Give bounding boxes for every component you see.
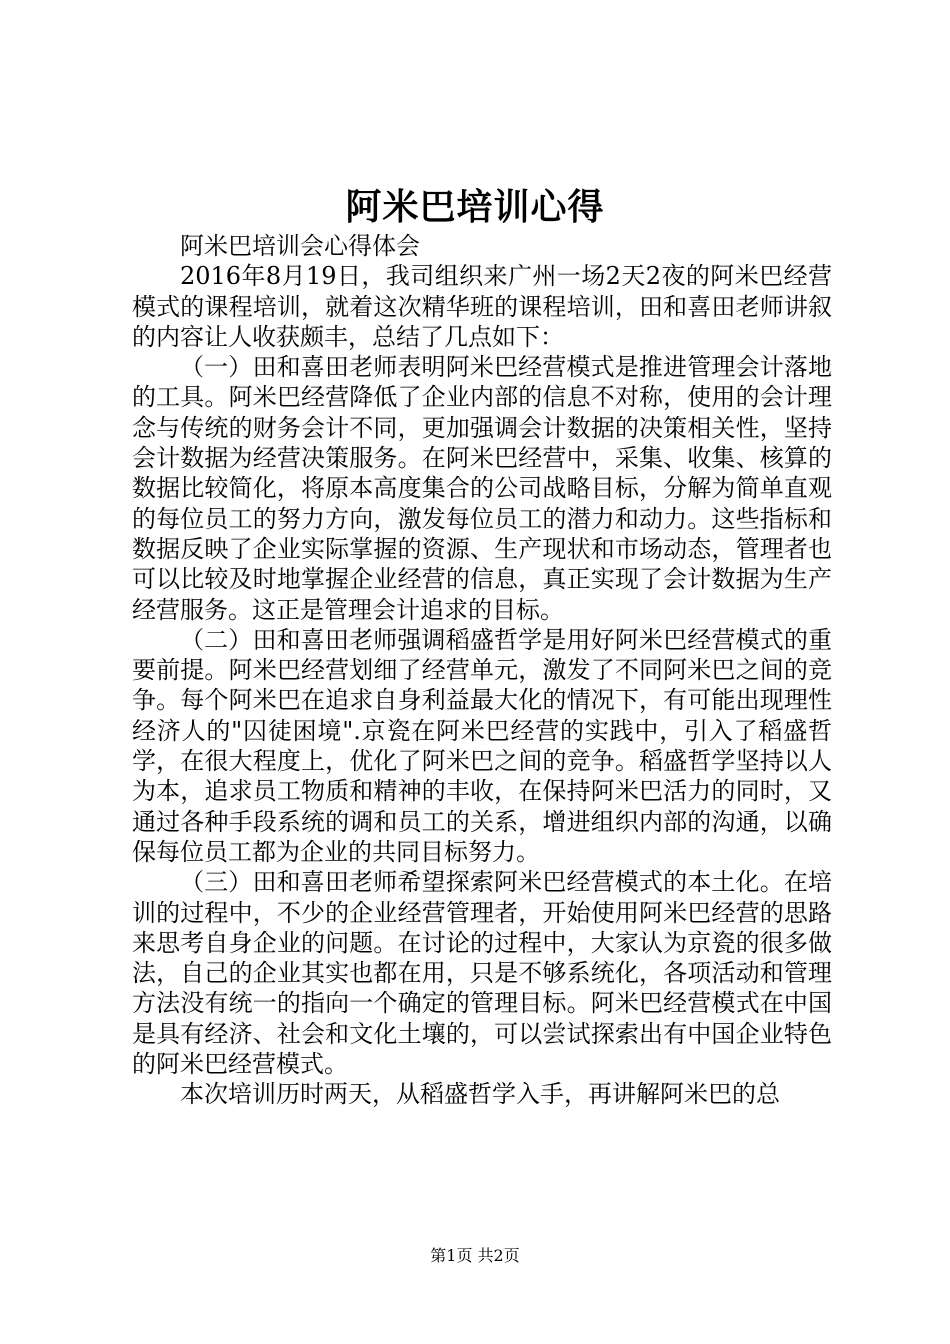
- paragraph-point-two: （二）田和喜田老师强调稻盛哲学是用好阿米巴经营模式的重要前提。阿米巴经营划细了经营单元，激发了不同阿米巴之间的竞争。每个阿米巴在追求自身利益最大化的情况下，有可能出现理性经济人的"囚徒困境".京瓷在阿米巴经营的实践中，引入了稻盛哲学，在很大程度上，优化了阿米巴之间的竞争。稻盛哲学坚持以人为本，追求员工物质和精神的丰收，在保持阿米巴活力的同时，又通过各种手段系统的调和员工的关系，增进组织内部的沟通，以确保每位员工都为企业的共同目标努力。: [132, 625, 832, 866]
- paragraph-point-one: （一）田和喜田老师表明阿米巴经营模式是推进管理会计落地的工具。阿米巴经营降低了企业内部的信息不对称，使用的会计理念与传统的财务会计不同，更加强调会计数据的决策相关性，坚持会计数据为经营决策服务。在阿米巴经营中，采集、收集、核算的数据比较简化，将原本高度集合的公司战略目标，分解为简单直观的每位员工的努力方向，激发每位员工的潜力和动力。这些指标和数据反映了企业实际掌握的资源、生产现状和市场动态，管理者也可以比较及时地掌握企业经营的信息，真正实现了会计数据为生产经营服务。这正是管理会计追求的目标。: [132, 353, 832, 624]
- paragraph-point-three: （三）田和喜田老师希望探索阿米巴经营模式的本土化。在培训的过程中，不少的企业经营管理者，开始使用阿米巴经营的思路来思考自身企业的问题。在讨论的过程中，大家认为京瓷的很多做法，自己的企业其实也都在用，只是不够系统化，各项活动和管理方法没有统一的指向一个确定的管理目标。阿米巴经营模式在中国是具有经济、社会和文化土壤的，可以尝试探索出有中国企业特色的阿米巴经营模式。: [132, 868, 832, 1079]
- paragraph-subtitle: 阿米巴培训会心得体会: [180, 232, 420, 260]
- page-number-footer: 第1页 共2页: [430, 1246, 520, 1265]
- paragraph-intro: 2016年8月19日，我司组织来广州一场2天2夜的阿米巴经营模式的课程培训，就着这次精华班的课程培训，田和喜田老师讲叙的内容让人收获颇丰，总结了几点如下：: [132, 262, 832, 351]
- paragraph-summary: 本次培训历时两天，从稻盛哲学入手，再讲解阿米巴的总: [180, 1080, 780, 1109]
- document-body: [132, 231, 832, 1110]
- document-title: 阿米巴培训心得: [345, 187, 605, 228]
